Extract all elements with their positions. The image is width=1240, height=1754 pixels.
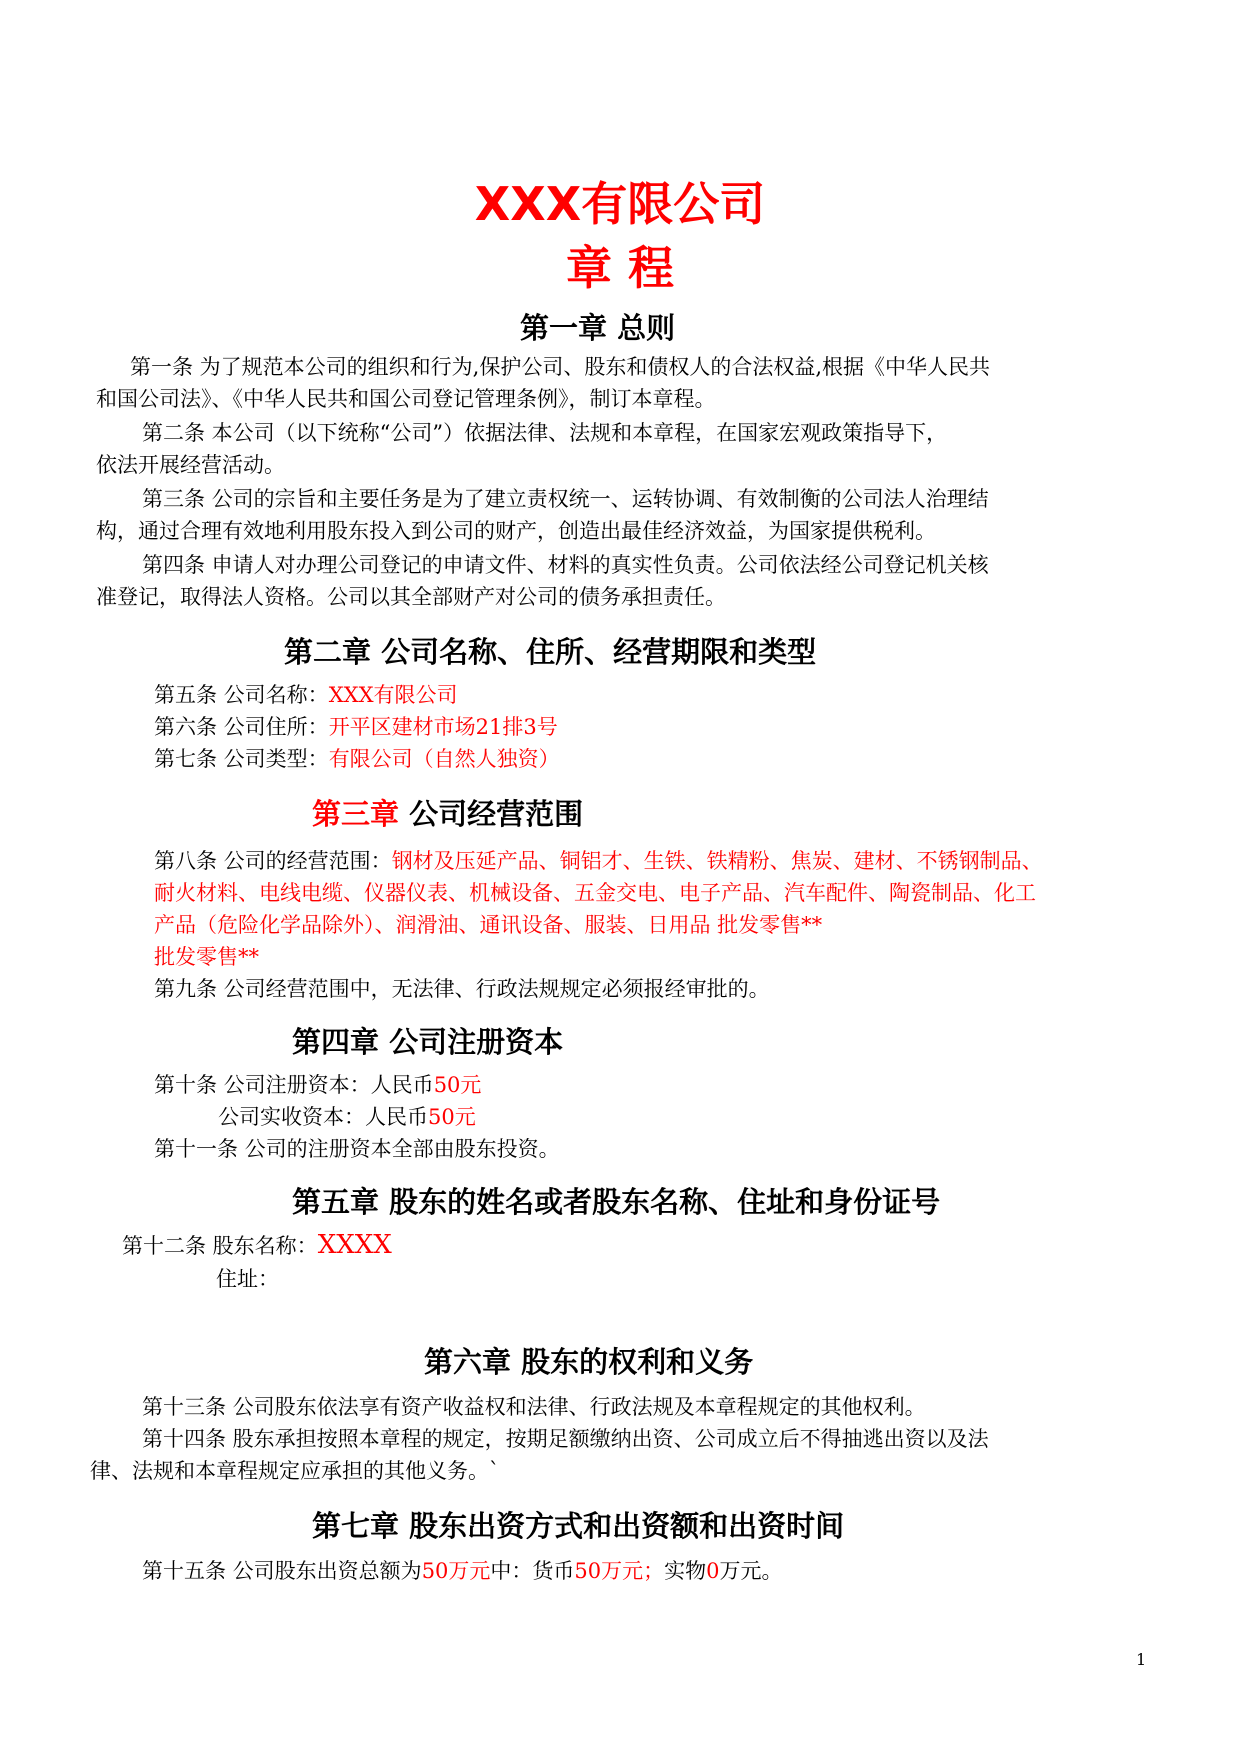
article-4-line-1: 第四条 申请人对办理公司登记的申请文件、材料的真实性负责。公司依法经公司登记机关核: [142, 553, 989, 577]
article-6-label: 第六条 公司住所：: [154, 715, 329, 739]
article-14-line-1: 第十四条 股东承担按照本章程的规定，按期足额缴纳出资、公司成立后不得抽逃出资以及法: [142, 1427, 989, 1451]
chapter-1-heading: 第一章 总则: [520, 311, 676, 345]
page-number: 1: [1136, 1650, 1147, 1669]
article-1-line-1: 第一条 为了规范本公司的组织和行为,保护公司、股东和债权人的合法权益,根据《中华人民共: [130, 355, 991, 379]
chapter-4-heading: 第四章 公司注册资本: [292, 1025, 564, 1059]
business-scope-line-2: 耐火材料、电线电缆、仪器仪表、机械设备、五金交电、电子产品、汽车配件、陶瓷制品、化工: [154, 881, 1036, 905]
document-title: 章 程: [565, 241, 674, 295]
shareholder-name-value: XXXX: [317, 1230, 392, 1260]
article-10-paid-in: [218, 1102, 476, 1133]
chapter-5-heading: 第五章 股东的姓名或者股东名称、住址和身份证号: [292, 1185, 941, 1219]
article-15-part-3: 实物: [664, 1559, 707, 1583]
company-address-value: 开平区建材市场21排3号: [328, 715, 558, 739]
article-12: [122, 1230, 392, 1262]
chapter-2-heading: 第二章 公司名称、住所、经营期限和类型: [284, 635, 817, 669]
article-14-line-2: 律、法规和本章程规定应承担的其他义务。`: [90, 1459, 500, 1483]
chapter-3-heading: [312, 792, 583, 833]
paid-in-capital-value: 50元: [428, 1105, 476, 1129]
chapter-3-number: 第三章: [312, 797, 400, 831]
article-15: [142, 1556, 783, 1587]
in-kind-contribution-value: 0: [706, 1559, 720, 1583]
business-scope-line-3: 产品（危险化学品除外）、润滑油、通讯设备、服装、日用品 批发零售**: [154, 913, 823, 937]
article-10: [154, 1070, 481, 1101]
article-11: 第十一条 公司的注册资本全部由股东投资。: [154, 1137, 560, 1161]
article-6: [154, 712, 558, 743]
article-8-line-1: [154, 846, 1043, 877]
chapter-7-heading: 第七章 股东出资方式和出资额和出资时间: [312, 1509, 845, 1543]
article-7: [154, 744, 560, 775]
article-15-part-2: 中：货币: [490, 1559, 575, 1583]
chapter-6-heading: 第六章 股东的权利和义务: [424, 1345, 754, 1379]
shareholder-address-label: 住址：: [216, 1267, 279, 1291]
business-scope-line-4: 批发零售**: [154, 945, 259, 969]
article-13: 第十三条 公司股东依法享有资产收益权和法律、行政法规及本章程规定的其他权利。: [142, 1395, 926, 1419]
article-10-label: 第十条 公司注册资本：人民币: [154, 1073, 434, 1097]
chapter-3-title: 公司经营范围: [399, 797, 584, 831]
cash-contribution-value: 50万元；: [574, 1559, 665, 1583]
article-15-part-4: 万元。: [719, 1559, 783, 1583]
business-scope-line-1: 钢材及压延产品、铜铝才、生铁、铁精粉、焦炭、建材、不锈钢制品、: [391, 849, 1043, 873]
article-7-label: 第七条 公司类型：: [154, 747, 329, 771]
article-3-line-2: 构，通过合理有效地利用股东投入到公司的财产，创造出最佳经济效益，为国家提供税利。: [96, 519, 936, 543]
article-15-part-1: 第十五条 公司股东出资总额为: [142, 1559, 422, 1583]
article-2-line-1: 第二条 本公司（以下统称“公司”）依据法律、法规和本章程，在国家宏观政策指导下，: [142, 421, 948, 445]
article-9: 第九条 公司经营范围中，无法律、行政法规规定必须报经审批的。: [154, 977, 770, 1001]
article-5: [154, 680, 458, 711]
company-name-value: XXX有限公司: [328, 683, 458, 707]
paid-in-capital-label: 公司实收资本：人民币: [218, 1105, 428, 1129]
article-1-line-2: 和国公司法》、《中华人民共和国公司登记管理条例》，制订本章程。: [96, 387, 716, 411]
article-2-line-2: 依法开展经营活动。: [96, 453, 285, 477]
total-contribution-value: 50万元: [421, 1559, 491, 1583]
registered-capital-value: 50元: [433, 1073, 482, 1097]
article-3-line-1: 第三条 公司的宗旨和主要任务是为了建立责权统一、运转协调、有效制衡的公司法人治理结: [142, 487, 989, 511]
company-title: XXX有限公司: [474, 177, 766, 231]
article-8-label: 第八条 公司的经营范围：: [154, 849, 392, 873]
article-12-label: 第十二条 股东名称：: [122, 1234, 318, 1258]
article-5-label: 第五条 公司名称：: [154, 683, 329, 707]
company-type-value: 有限公司（自然人独资）: [328, 747, 560, 771]
article-4-line-2: 准登记，取得法人资格。公司以其全部财产对公司的债务承担责任。: [96, 585, 726, 609]
